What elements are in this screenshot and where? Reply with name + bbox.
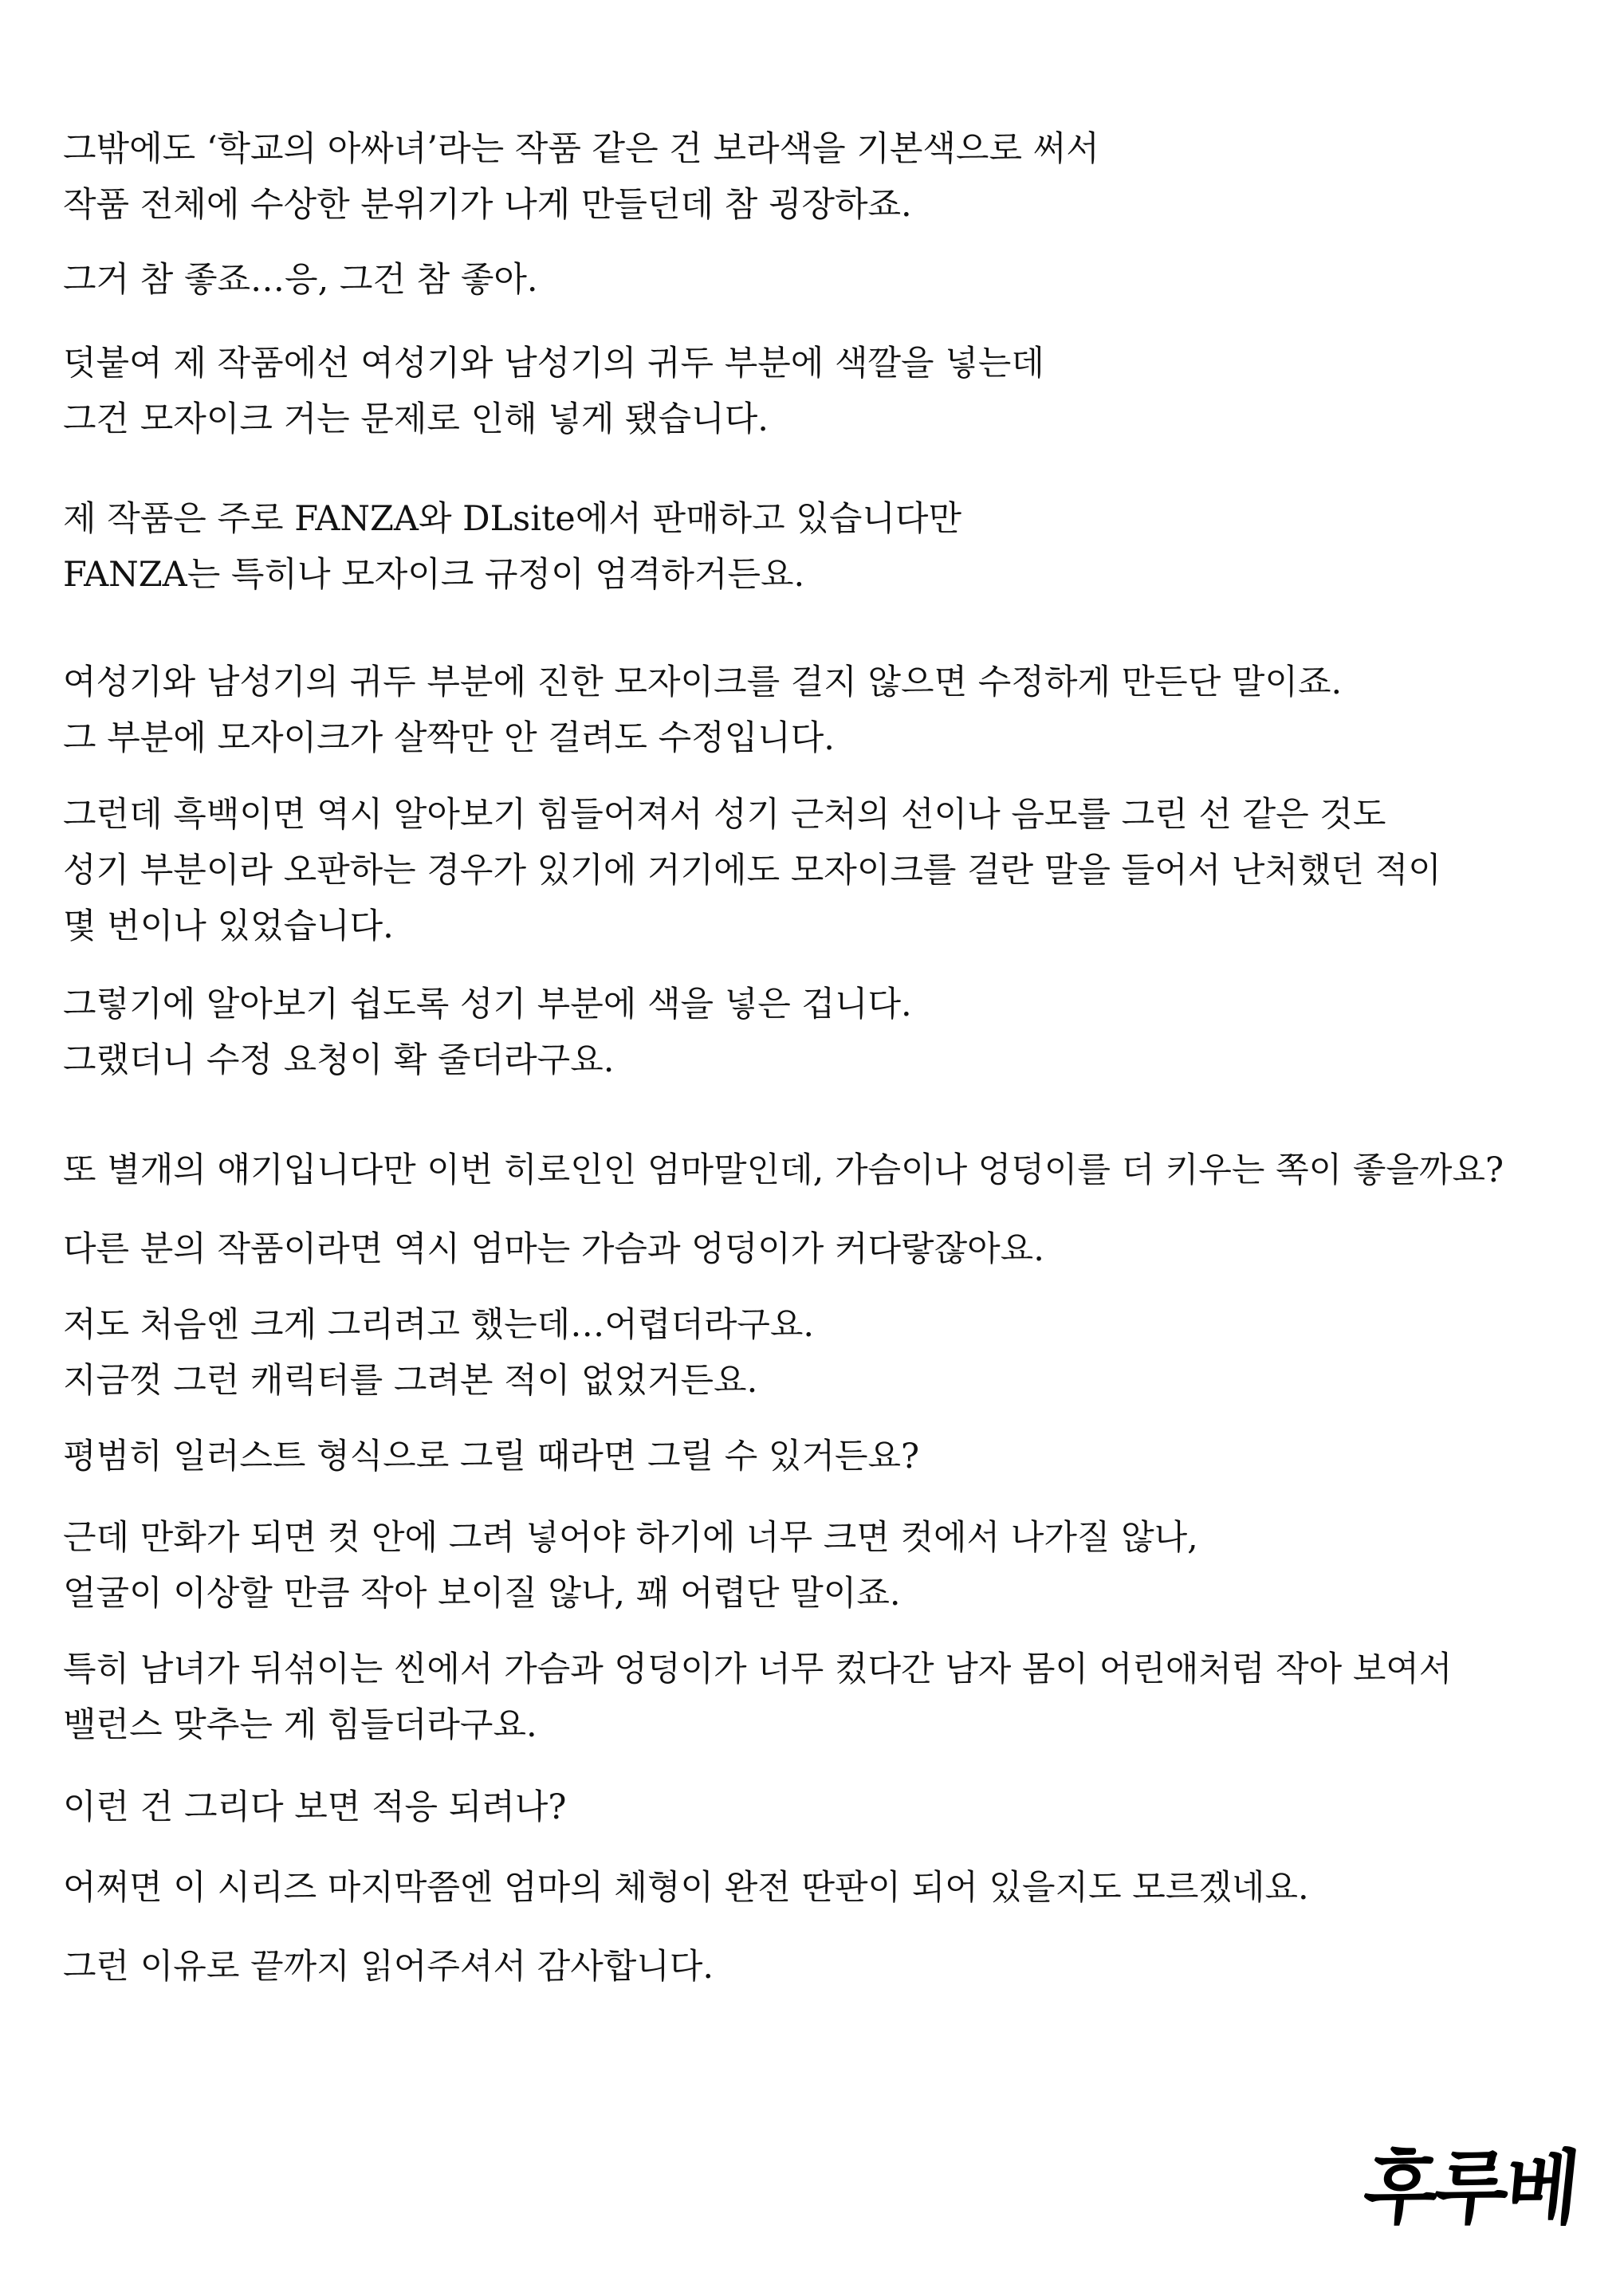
text-line: 근데 만화가 되면 컷 안에 그려 넣어야 하기에 너무 크면 컷에서 나가질 않나, (63, 1518, 1198, 1558)
text-line: 성기 부분이라 오판하는 경우가 있기에 거기에도 모자이크를 걸란 말을 들어서 난처했던 적이 (63, 851, 1441, 890)
text-line: 밸런스 맞추는 게 힘들더라구요. (63, 1705, 537, 1745)
text-line: 그건 모자이크 거는 문제로 인해 넣게 됐습니다. (63, 399, 769, 439)
author-signature: 후루베 (1359, 2141, 1582, 2235)
text-line: 특히 남녀가 뒤섞이는 씬에서 가슴과 엉덩이가 너무 컸다간 남자 몸이 어린애처럼 작아 보여서 (63, 1649, 1453, 1689)
text-line: 몇 번이나 있었습니다. (63, 906, 394, 946)
text-line: 덧붙여 제 작품에선 여성기와 남성기의 귀두 부분에 색깔을 넣는데 (63, 344, 1044, 383)
text-line: 여성기와 남성기의 귀두 부분에 진한 모자이크를 걸지 않으면 수정하게 만든단 말이죠. (63, 662, 1343, 702)
text-line: 그런 이유로 끝까지 읽어주셔서 감사합니다. (63, 1947, 714, 1987)
text-line: 이런 건 그리다 보면 적응 되려나? (63, 1787, 567, 1827)
text-line: 그거 참 좋죠…응, 그건 참 좋아. (63, 260, 538, 300)
text-line: FANZA는 특히나 모자이크 규정이 엄격하거든요. (63, 555, 805, 595)
text-line: 지금껏 그런 캐릭터를 그려본 적이 없었거든요. (63, 1361, 758, 1401)
text-line: 그 부분에 모자이크가 살짝만 안 걸려도 수정입니다. (63, 718, 835, 758)
text-line: 그랬더니 수정 요청이 확 줄더라구요. (63, 1040, 615, 1080)
text-line: 제 작품은 주로 FANZA와 DLsite에서 판매하고 있습니다만 (63, 499, 961, 539)
text-line: 또 별개의 얘기입니다만 이번 히로인인 엄마말인데, 가슴이나 엉덩이를 더 키우는 쪽이 좋을까요? (63, 1150, 1504, 1190)
text-line: 어쩌면 이 시리즈 마지막쯤엔 엄마의 체형이 완전 딴판이 되어 있을지도 모르겠네요. (63, 1868, 1309, 1908)
text-line: 그밖에도 ‘학교의 아싸녀’라는 작품 같은 건 보라색을 기본색으로 써서 (63, 129, 1099, 169)
text-line: 얼굴이 이상할 만큼 작아 보이질 않나, 꽤 어렵단 말이죠. (63, 1574, 901, 1614)
text-line: 평범히 일러스트 형식으로 그릴 때라면 그릴 수 있거든요? (63, 1437, 920, 1476)
text-line: 그렇기에 알아보기 쉽도록 성기 부분에 색을 넣은 겁니다. (63, 985, 912, 1024)
text-line: 작품 전체에 수상한 분위기가 나게 만들던데 참 굉장하죠. (63, 185, 912, 225)
text-line: 저도 처음엔 크게 그리려고 했는데…어렵더라구요. (63, 1305, 815, 1345)
text-line: 그런데 흑백이면 역시 알아보기 힘들어져서 성기 근처의 선이나 음모를 그린 선 같은 것도 (63, 795, 1386, 835)
text-line: 다른 분의 작품이라면 역시 엄마는 가슴과 엉덩이가 커다랗잖아요. (63, 1229, 1044, 1269)
